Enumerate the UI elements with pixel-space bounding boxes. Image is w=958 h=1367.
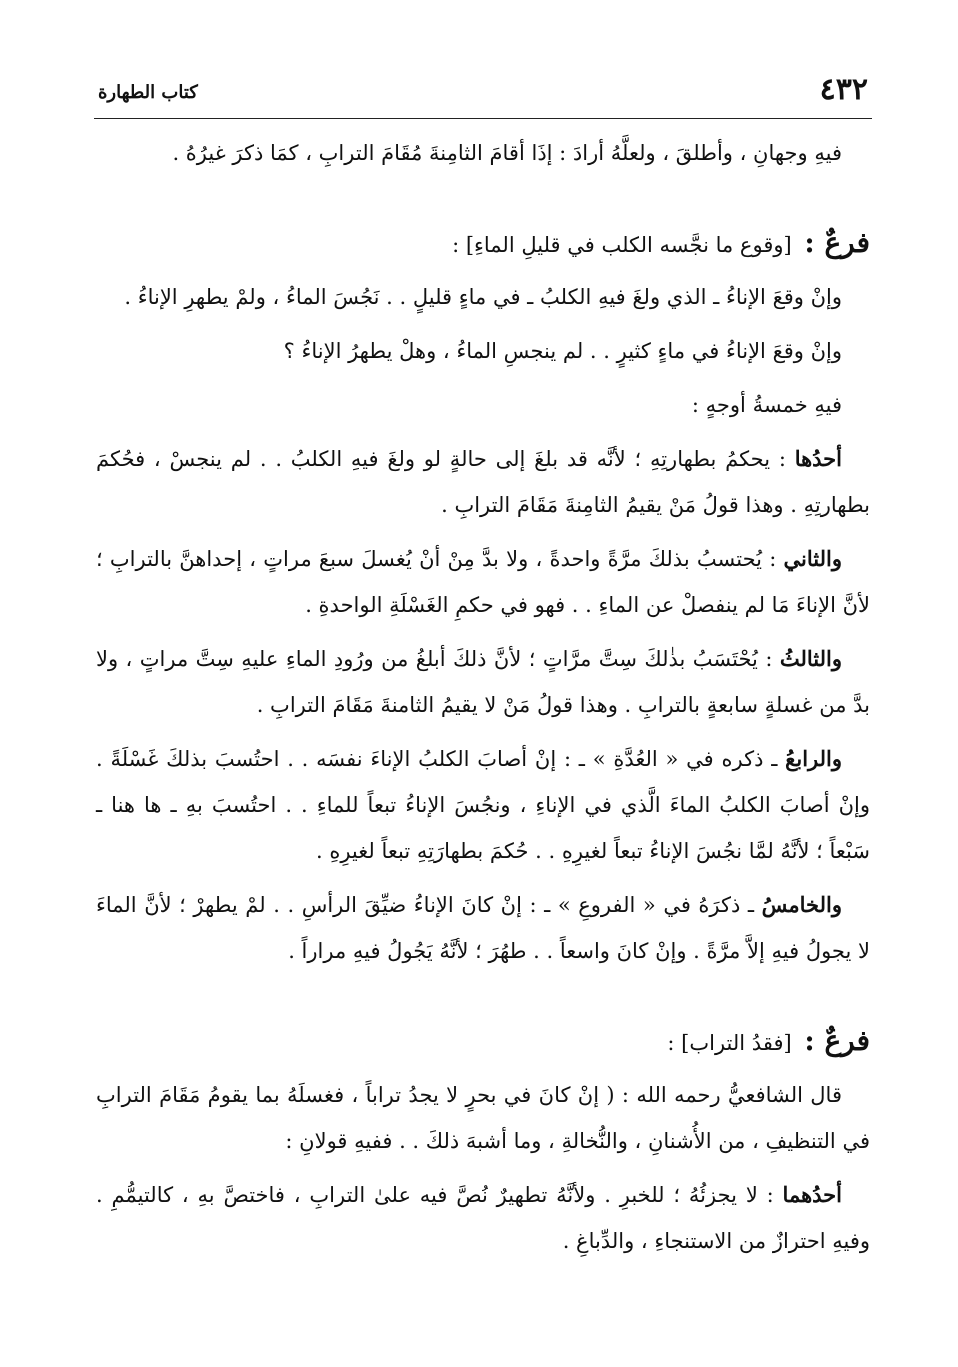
paragraph: وإنْ وقعَ الإناءُ في ماءٍ كثيرٍ . . لم ينجسِ الماءُ ، وهلْ يطهرُ الإناءُ ؟ [283,339,842,363]
opinion-paragraph [96,1172,870,1264]
paragraph: قال الشافعيُّ رحمه الله : ( إنْ كانَ في بحرٍ لا يجدُ تراباً ، فغسلَهُ بما يقومُ مَقَامَ الترابِ في التنظيفِ ، من الأُشنانِ ، والنُّخالةِ ، وما أشبهَ ذلكَ . . ففيهِ قولانِ : [96,1083,870,1153]
opinion-label: والثالثُ [779,646,842,671]
opinion-label: والثاني [783,546,842,571]
opinion-paragraph [96,882,870,974]
running-title: كتاب الطهارة [98,82,198,103]
opinion-text: : يحكمُ بطهارتِهِ ؛ لأنَّه قد بلغَ إلى حالةٍ لو ولغَ فيهِ الكلبُ . . لم ينجسْ ، فحُكمَ بطهارتِهِ . وهذا قولُ مَنْ يقيمُ الثامِنةَ مَقَامَ الترابِ . [96,447,870,517]
opinion-text: : يُحتسبُ بذلكَ مرَّةً واحدةً ، ولا بدَّ مِنْ أنْ يُغسلَ سبعَ مراتٍ ، إحداهنَّ بالترابِ ؛ لأنَّ الإناءَ مَا لم ينفصلْ عن الماءِ . . فهو في حكمِ الغَسْلَةِ الواحدةِ . [96,547,870,617]
section-heading-1 [96,220,870,268]
opinion-paragraph [96,636,870,728]
opinion-text: ـ ذكره في « العُدَّةِ » ـ : إنْ أصابَ الكلبُ الإناءَ نفسَه . . احتُسبَ بذلكَ غَسْلَةً . وإنْ أصابَ الكلبُ الماءَ الَّذي في الإناءِ ، ونجُسَ الإناءُ تبعاً للماءِ . . احتُسبَ بهِ ـ ها هنا ـ سَبْعاً ؛ لأنَّهُ لمَّا نجُسَ الإناءُ تبعاً لغيرِهِ . . حُكمَ بطهارَتِهِ تبعاً لغيرِهِ . [96,747,870,863]
section-heading-2 [96,1018,870,1066]
opinion-label: والخامسُ [761,892,842,917]
intro-paragraph: فيهِ وجهانِ ، وأطلقَ ، ولعلَّهُ أرادَ : إذَا أقامَ الثامِنةَ مُقَامَ الترابِ ، كمَا ذكرَ غيرُهُ . [172,141,842,165]
opinion-label: أحدُهما [782,1182,842,1207]
paragraph: فيهِ خمسةُ أوجهٍ : [691,393,842,417]
opinion-text: ـ ذكرَهُ في « الفروعِ » ـ : إنْ كانَ الإناءُ ضيِّقَ الرأسِ . . لمْ يطهرْ ؛ لأنَّ الماءَ لا يجولُ فيهِ إلاَّ مرَّةً . وإنْ كانَ واسعاً . . طهُرَ ؛ لأنَّهُ يَجُولُ فيهِ مراراً . [96,893,870,963]
opinion-paragraph [96,736,870,874]
opinion-label: أحدُها [794,446,842,471]
opinion-text: : يُحْتَسَبُ بذٰلكَ سِتَّ مرَّاتٍ ؛ لأنَّ ذلكَ أبلغُ من ورُودِ الماءِ عليهِ سِتَّ مراتٍ ، ولا بدَّ من غسلةٍ سابعةٍ بالترابِ . وهذا قولُ مَنْ لا يقيمُ الثامنةَ مَقَامَ الترابِ . [96,647,870,717]
page-header [94,72,872,119]
section-heading-title: [فقدُ التراب] : [667,1031,792,1055]
page-number: ٤٣٢ [819,72,868,107]
opinion-paragraph [96,436,870,528]
page-body [96,130,870,1272]
paragraph: وإنْ وقعَ الإناءُ ـ الذي ولغَ فيهِ الكلبُ ـ في ماءٍ قليلٍ . . نَجُسَ الماءُ ، ولمْ يطهرِ الإناءُ . [124,285,842,309]
opinion-paragraph [96,536,870,628]
section-heading-word: فرعٌ : [804,226,870,259]
opinion-label: والرابعُ [785,746,842,771]
section-heading-word: فرعٌ : [804,1024,870,1057]
opinion-text: : لا يجزئُهُ ؛ للخبرِ . ولأنَّهُ تطهيرٌ نُصَّ فيه علىٰ الترابِ ، فاختصَّ بهِ ، كالتيمُّمِ . وفيهِ احترازٌ من الاستنجاءِ ، والدِّباغِ . [96,1183,870,1253]
section-heading-title: [وقوع ما نجَّسه الكلب في قليلِ الماءِ] : [452,233,792,257]
